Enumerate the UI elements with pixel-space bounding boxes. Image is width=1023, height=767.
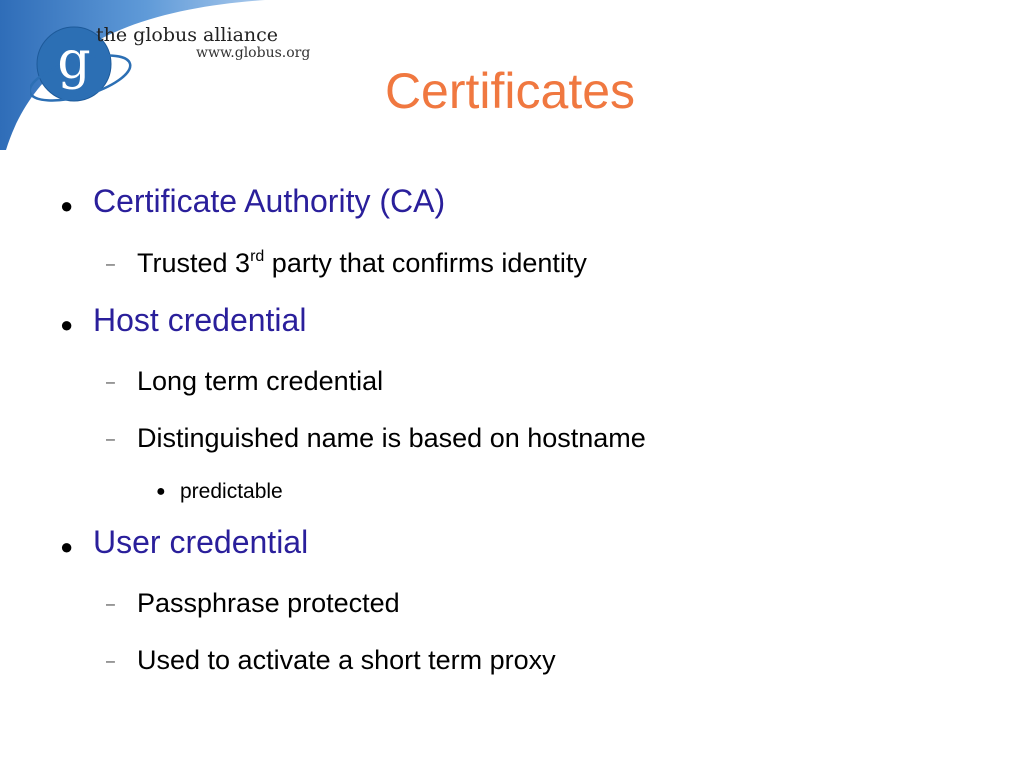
sub-sub-bullet-predictable	[156, 480, 283, 504]
bullet-label: Host credential	[93, 302, 307, 338]
sub-bullet-label: Used to activate a short term proxy	[137, 645, 556, 675]
bullet-dot: ●	[60, 312, 74, 337]
slide-title: Certificates	[384, 63, 636, 119]
bullet-user-credential	[60, 524, 308, 561]
sub-bullet-long-term	[106, 366, 383, 397]
brand-name: the globus alliance	[96, 24, 279, 46]
sub-bullet-distinguished-name	[106, 423, 646, 454]
bullet-dash: –	[106, 374, 115, 391]
bullet-dash: –	[106, 431, 115, 448]
bullet-certificate-authority	[60, 183, 445, 220]
sub-bullet-label: Distinguished name is based on hostname	[137, 423, 646, 453]
logo-letter: g	[57, 31, 91, 91]
bullet-dash: –	[106, 256, 115, 273]
bullet-host-credential	[60, 302, 306, 339]
bullet-dash: –	[106, 653, 115, 670]
ordinal-superscript: rd	[250, 248, 265, 265]
sub-bullet-trusted-third-party	[106, 248, 587, 279]
sub-sub-bullet-label: predictable	[180, 480, 283, 503]
bullet-label: Certificate Authority (CA)	[93, 183, 446, 219]
sub-bullet-passphrase	[106, 588, 400, 619]
bullet-dot: ●	[60, 534, 74, 559]
bullet-dot-small: ●	[156, 483, 166, 500]
bullet-dot: ●	[60, 193, 74, 218]
text-suffix: party that confirms identity	[264, 248, 587, 278]
bullet-label: User credential	[93, 524, 309, 560]
sub-bullet-proxy	[106, 645, 556, 676]
brand-url: www.globus.org	[196, 45, 311, 61]
sub-bullet-label	[137, 248, 587, 278]
bullet-dash: –	[106, 596, 115, 613]
sub-bullet-label: Passphrase protected	[137, 588, 400, 618]
text-prefix: Trusted 3	[137, 248, 251, 278]
sub-bullet-label: Long term credential	[137, 366, 384, 396]
